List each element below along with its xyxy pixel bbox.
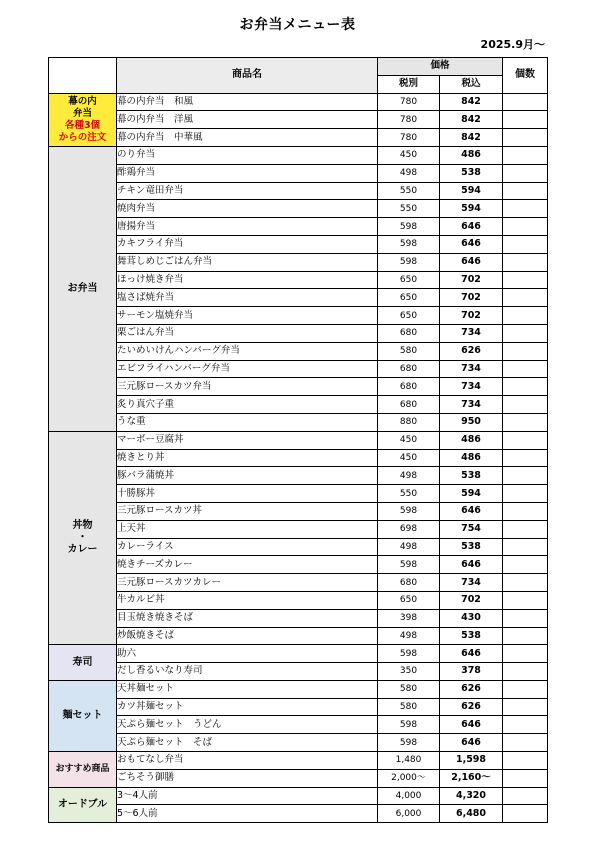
price-with-tax: 702	[440, 271, 503, 289]
price-with-tax: 646	[440, 502, 503, 520]
price-before-tax: 550	[378, 200, 440, 218]
quantity-cell	[503, 449, 548, 467]
header-price: 価格	[378, 58, 503, 76]
product-name: サーモン塩焼弁当	[117, 307, 378, 325]
product-name: おもてなし弁当	[117, 752, 378, 770]
price-with-tax: 734	[440, 396, 503, 414]
product-name: 十勝豚丼	[117, 485, 378, 503]
quantity-cell	[503, 342, 548, 360]
price-with-tax: 486	[440, 431, 503, 449]
price-before-tax: 498	[378, 538, 440, 556]
menu-row	[49, 182, 548, 200]
quantity-cell	[503, 805, 548, 823]
quantity-cell	[503, 235, 548, 253]
menu-row	[49, 520, 548, 538]
product-name: 酢鶏弁当	[117, 164, 378, 182]
price-with-tax: 378	[440, 663, 503, 681]
quantity-cell	[503, 591, 548, 609]
price-with-tax: 950	[440, 413, 503, 431]
menu-row	[49, 680, 548, 698]
menu-row	[49, 271, 548, 289]
product-name: 舞茸しめじごはん弁当	[117, 253, 378, 271]
price-with-tax: 538	[440, 164, 503, 182]
price-with-tax: 646	[440, 235, 503, 253]
menu-row	[49, 146, 548, 164]
header-row	[49, 58, 548, 76]
price-before-tax: 650	[378, 271, 440, 289]
quantity-cell	[503, 307, 548, 325]
category-label-line: 弁当	[72, 107, 92, 119]
price-before-tax: 780	[378, 129, 440, 147]
menu-row	[49, 627, 548, 645]
quantity-cell	[503, 218, 548, 236]
quantity-cell	[503, 396, 548, 414]
header-product-name: 商品名	[117, 58, 378, 94]
quantity-cell	[503, 627, 548, 645]
quantity-cell	[503, 680, 548, 698]
menu-row	[49, 289, 548, 307]
product-name: カレーライス	[117, 538, 378, 556]
price-before-tax: 498	[378, 627, 440, 645]
price-before-tax: 550	[378, 182, 440, 200]
product-name: だし香るいなり寿司	[117, 663, 378, 681]
price-with-tax: 626	[440, 342, 503, 360]
price-before-tax: 650	[378, 591, 440, 609]
menu-row	[49, 307, 548, 325]
product-name: 幕の内弁当 洋風	[117, 111, 378, 129]
price-before-tax: 580	[378, 680, 440, 698]
quantity-cell	[503, 146, 548, 164]
price-before-tax: 450	[378, 431, 440, 449]
quantity-cell	[503, 467, 548, 485]
menu-row	[49, 218, 548, 236]
product-name: 炒飯焼きそば	[117, 627, 378, 645]
quantity-cell	[503, 520, 548, 538]
price-with-tax: 734	[440, 324, 503, 342]
price-before-tax: 650	[378, 289, 440, 307]
menu-row	[49, 324, 548, 342]
menu-row	[49, 129, 548, 147]
product-name: 三元豚ロースカツカレー	[117, 574, 378, 592]
product-name: 牛カルビ丼	[117, 591, 378, 609]
menu-row	[49, 200, 548, 218]
quantity-cell	[503, 200, 548, 218]
product-name: チキン竜田弁当	[117, 182, 378, 200]
price-with-tax: 430	[440, 609, 503, 627]
menu-row	[49, 342, 548, 360]
menu-row	[49, 734, 548, 752]
menu-row	[49, 787, 548, 805]
category-order-note: からの注文	[58, 131, 107, 143]
price-before-tax: 4,000	[378, 787, 440, 805]
header-category	[49, 58, 117, 94]
category-label-line: 寿司	[72, 656, 93, 668]
product-name: カキフライ弁当	[117, 235, 378, 253]
price-with-tax: 734	[440, 378, 503, 396]
product-name: エビフライハンバーグ弁当	[117, 360, 378, 378]
category-label-line: おすすめ商品	[55, 764, 110, 775]
price-with-tax: 734	[440, 574, 503, 592]
product-name: ほっけ焼き弁当	[117, 271, 378, 289]
quantity-cell	[503, 502, 548, 520]
price-with-tax: 702	[440, 289, 503, 307]
menu-row	[49, 449, 548, 467]
product-name: 唐揚弁当	[117, 218, 378, 236]
category-label	[49, 752, 117, 788]
product-name: 塩さば焼弁当	[117, 289, 378, 307]
product-name: 天ぷら麺セット うどん	[117, 716, 378, 734]
category-label	[49, 787, 117, 823]
quantity-cell	[503, 253, 548, 271]
quantity-cell	[503, 129, 548, 147]
price-before-tax: 880	[378, 413, 440, 431]
price-with-tax: 842	[440, 129, 503, 147]
menu-row	[49, 752, 548, 770]
quantity-cell	[503, 574, 548, 592]
quantity-cell	[503, 182, 548, 200]
price-before-tax: 598	[378, 645, 440, 663]
menu-row	[49, 556, 548, 574]
category-label	[49, 680, 117, 751]
price-before-tax: 1,480	[378, 752, 440, 770]
price-before-tax: 680	[378, 324, 440, 342]
category-label-line: カレー	[67, 544, 98, 556]
price-before-tax: 398	[378, 609, 440, 627]
category-label	[49, 645, 117, 681]
page-title: お弁当メニュー表	[239, 17, 356, 33]
price-with-tax: 6,480	[440, 805, 503, 823]
quantity-cell	[503, 324, 548, 342]
product-name: 助六	[117, 645, 378, 663]
quantity-cell	[503, 663, 548, 681]
menu-row	[49, 538, 548, 556]
price-with-tax: 646	[440, 645, 503, 663]
price-before-tax: 498	[378, 467, 440, 485]
product-name: 炙り真穴子重	[117, 396, 378, 414]
price-with-tax: 646	[440, 716, 503, 734]
price-with-tax: 486	[440, 449, 503, 467]
price-with-tax: 754	[440, 520, 503, 538]
category-label-line: 麺セット	[62, 709, 103, 721]
product-name: マーボー豆腐丼	[117, 431, 378, 449]
product-name: 焼きとり丼	[117, 449, 378, 467]
product-name: 天丼麺セット	[117, 680, 378, 698]
product-name: 豚バラ蒲焼丼	[117, 467, 378, 485]
product-name: 幕の内弁当 和風	[117, 93, 378, 111]
product-name: 天ぷら麺セット そば	[117, 734, 378, 752]
quantity-cell	[503, 538, 548, 556]
product-name: 3〜4人前	[117, 787, 378, 805]
quantity-cell	[503, 645, 548, 663]
quantity-cell	[503, 787, 548, 805]
price-with-tax: 538	[440, 538, 503, 556]
price-with-tax: 702	[440, 591, 503, 609]
price-before-tax: 780	[378, 93, 440, 111]
menu-row	[49, 502, 548, 520]
menu-row	[49, 235, 548, 253]
price-with-tax: 842	[440, 93, 503, 111]
product-name: 5〜6人前	[117, 805, 378, 823]
category-label	[49, 93, 117, 146]
product-name: 上天丼	[117, 520, 378, 538]
menu-row	[49, 164, 548, 182]
category-label-line: お弁当	[67, 282, 98, 294]
menu-row	[49, 413, 548, 431]
menu-row	[49, 360, 548, 378]
price-before-tax: 780	[378, 111, 440, 129]
price-before-tax: 6,000	[378, 805, 440, 823]
quantity-cell	[503, 698, 548, 716]
menu-row	[49, 378, 548, 396]
product-name: ごちそう御膳	[117, 769, 378, 787]
category-label	[49, 431, 117, 645]
menu-row	[49, 645, 548, 663]
quantity-cell	[503, 413, 548, 431]
header-count: 個数	[503, 58, 548, 94]
price-before-tax: 450	[378, 146, 440, 164]
price-with-tax: 4,320	[440, 787, 503, 805]
effective-date: 2025.9月〜	[480, 38, 545, 51]
price-with-tax: 594	[440, 200, 503, 218]
price-before-tax: 680	[378, 360, 440, 378]
product-name: 焼肉弁当	[117, 200, 378, 218]
price-before-tax: 350	[378, 663, 440, 681]
price-with-tax: 734	[440, 360, 503, 378]
category-label	[49, 146, 117, 431]
quantity-cell	[503, 111, 548, 129]
quantity-cell	[503, 752, 548, 770]
price-before-tax: 598	[378, 734, 440, 752]
quantity-cell	[503, 556, 548, 574]
quantity-cell	[503, 485, 548, 503]
quantity-cell	[503, 164, 548, 182]
price-with-tax: 538	[440, 627, 503, 645]
product-name: 三元豚ロースカツ丼	[117, 502, 378, 520]
price-before-tax: 598	[378, 218, 440, 236]
product-name: 目玉焼き焼きそば	[117, 609, 378, 627]
price-with-tax: 2,160〜	[440, 769, 503, 787]
quantity-cell	[503, 93, 548, 111]
price-before-tax: 598	[378, 556, 440, 574]
product-name: 栗ごはん弁当	[117, 324, 378, 342]
price-with-tax: 1,598	[440, 752, 503, 770]
price-with-tax: 594	[440, 182, 503, 200]
product-name: うな重	[117, 413, 378, 431]
menu-row	[49, 574, 548, 592]
price-before-tax: 680	[378, 378, 440, 396]
price-with-tax: 702	[440, 307, 503, 325]
quantity-cell	[503, 378, 548, 396]
price-before-tax: 580	[378, 342, 440, 360]
menu-row	[49, 663, 548, 681]
price-with-tax: 646	[440, 253, 503, 271]
header-price-before-tax: 税別	[378, 75, 440, 93]
menu-row	[49, 769, 548, 787]
price-before-tax: 598	[378, 716, 440, 734]
category-order-note: 各種3個	[64, 119, 101, 131]
quantity-cell	[503, 609, 548, 627]
price-before-tax: 680	[378, 574, 440, 592]
quantity-cell	[503, 360, 548, 378]
menu-row	[49, 111, 548, 129]
menu-row	[49, 467, 548, 485]
product-name: 幕の内弁当 中華風	[117, 129, 378, 147]
price-with-tax: 646	[440, 218, 503, 236]
price-before-tax: 598	[378, 253, 440, 271]
price-with-tax: 646	[440, 734, 503, 752]
category-label-line: ・	[77, 532, 88, 544]
quantity-cell	[503, 431, 548, 449]
price-before-tax: 550	[378, 485, 440, 503]
price-before-tax: 598	[378, 235, 440, 253]
menu-row	[49, 805, 548, 823]
menu-row	[49, 716, 548, 734]
menu-row	[49, 93, 548, 111]
price-with-tax: 538	[440, 467, 503, 485]
price-before-tax: 698	[378, 520, 440, 538]
category-label-line: 丼物	[72, 520, 93, 532]
menu-body	[49, 93, 548, 823]
quantity-cell	[503, 289, 548, 307]
quantity-cell	[503, 769, 548, 787]
category-label-line: 幕の内	[68, 95, 97, 107]
product-name: たいめいけんハンバーグ弁当	[117, 342, 378, 360]
price-with-tax: 626	[440, 680, 503, 698]
price-before-tax: 680	[378, 396, 440, 414]
price-with-tax: 842	[440, 111, 503, 129]
product-name: カツ丼麺セット	[117, 698, 378, 716]
menu-row	[49, 485, 548, 503]
product-name: のり弁当	[117, 146, 378, 164]
product-name: 焼きチーズカレー	[117, 556, 378, 574]
quantity-cell	[503, 734, 548, 752]
price-with-tax: 486	[440, 146, 503, 164]
price-before-tax: 2,000〜	[378, 769, 440, 787]
price-before-tax: 598	[378, 502, 440, 520]
menu-row	[49, 591, 548, 609]
menu-table	[48, 57, 548, 823]
price-before-tax: 498	[378, 164, 440, 182]
menu-row	[49, 253, 548, 271]
category-label-line: オードブル	[57, 798, 108, 810]
price-before-tax: 450	[378, 449, 440, 467]
menu-row	[49, 431, 548, 449]
price-with-tax: 594	[440, 485, 503, 503]
header-price-with-tax: 税込	[440, 75, 503, 93]
menu-row	[49, 698, 548, 716]
menu-row	[49, 396, 548, 414]
quantity-cell	[503, 271, 548, 289]
quantity-cell	[503, 716, 548, 734]
price-with-tax: 646	[440, 556, 503, 574]
price-before-tax: 650	[378, 307, 440, 325]
price-before-tax: 580	[378, 698, 440, 716]
price-with-tax: 626	[440, 698, 503, 716]
product-name: 三元豚ロースカツ弁当	[117, 378, 378, 396]
menu-row	[49, 609, 548, 627]
